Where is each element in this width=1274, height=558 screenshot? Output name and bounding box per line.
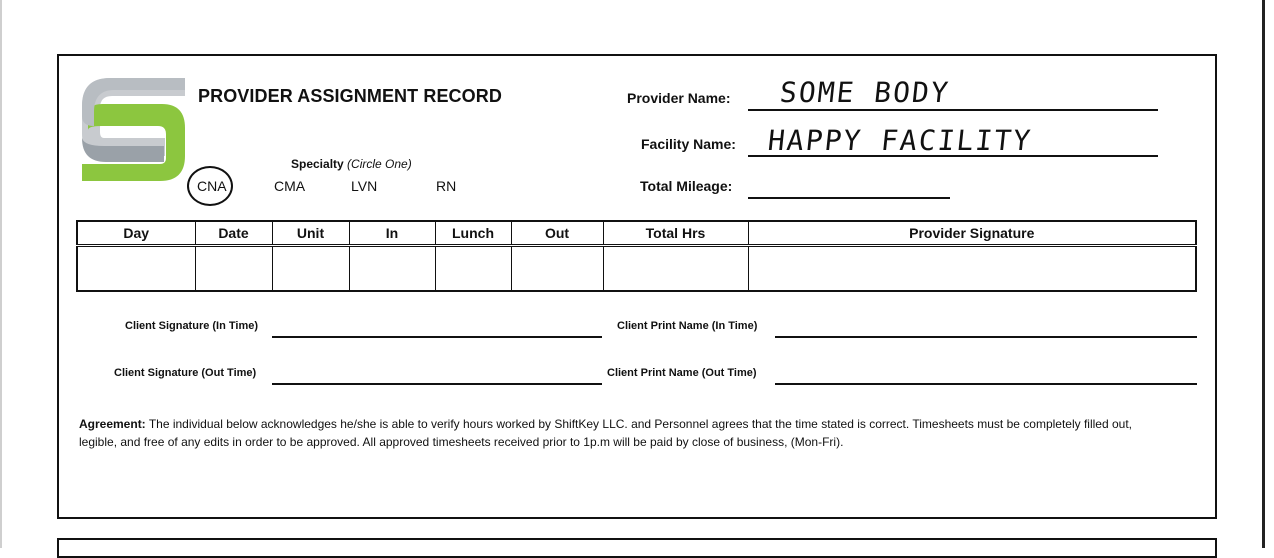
provider-name-label: Provider Name: <box>627 90 731 106</box>
provider-name-line <box>748 109 1158 111</box>
client-print-in-line[interactable] <box>775 336 1197 338</box>
total-mileage-line <box>748 197 950 199</box>
cell-provider-signature[interactable] <box>748 246 1196 292</box>
client-print-out-line[interactable] <box>775 383 1197 385</box>
column-in: In <box>349 221 435 246</box>
cell-date[interactable] <box>195 246 272 292</box>
table-header-row <box>77 221 1196 246</box>
provider-name-value[interactable]: SOME BODY <box>778 76 952 109</box>
specialty-option-cna[interactable]: CNA <box>197 178 227 194</box>
total-mileage-label: Total Mileage: <box>640 178 733 194</box>
cell-in[interactable] <box>349 246 435 292</box>
next-form-box <box>57 538 1217 558</box>
s-logo-icon <box>80 76 188 184</box>
column-day: Day <box>77 221 195 246</box>
cell-total-hrs[interactable] <box>603 246 748 292</box>
table-row <box>77 246 1196 292</box>
cell-out[interactable] <box>511 246 603 292</box>
specialty-label: Specialty (Circle One) <box>291 157 412 171</box>
cell-unit[interactable] <box>272 246 349 292</box>
agreement-paragraph <box>79 415 1169 451</box>
form-title: PROVIDER ASSIGNMENT RECORD <box>198 86 502 106</box>
specialty-option-cma[interactable]: CMA <box>274 178 306 194</box>
column-out: Out <box>511 221 603 246</box>
agreement-label: Agreement: <box>79 417 146 431</box>
client-signature-in-line[interactable] <box>272 336 602 338</box>
column-provider-signature: Provider Signature <box>748 221 1196 246</box>
page-edge-left <box>0 0 2 548</box>
page-edge-right <box>1262 0 1265 548</box>
facility-name-line <box>748 155 1158 157</box>
column-date: Date <box>195 221 272 246</box>
agreement-text: The individual below acknowledges he/she is able to verify hours worked by ShiftKey LLC. and Personnel agrees that the time stated is correct. Timesheets must be completely filled out, legible, and free of any edits in order to be approved. All approved timesheets received prior to 1p.m will be paid by close of business, (Mon-Fri). <box>79 417 1132 449</box>
cell-lunch[interactable] <box>435 246 511 292</box>
column-lunch: Lunch <box>435 221 511 246</box>
specialty-option-rn[interactable]: RN <box>436 178 457 194</box>
client-print-in-label: Client Print Name (In Time) <box>617 320 758 332</box>
column-unit: Unit <box>272 221 349 246</box>
column-total-hrs: Total Hrs <box>603 221 748 246</box>
client-signature-out-line[interactable] <box>272 383 602 385</box>
client-signature-out-label: Client Signature (Out Time) <box>114 367 257 379</box>
client-print-out-label: Client Print Name (Out Time) <box>607 367 757 379</box>
facility-name-label: Facility Name: <box>641 136 736 152</box>
specialty-hint: (Circle One) <box>347 157 412 171</box>
cell-day[interactable] <box>77 246 195 292</box>
time-log-table <box>76 220 1197 292</box>
facility-name-value[interactable]: HAPPY FACILITY <box>766 124 1034 157</box>
specialty-option-lvn[interactable]: LVN <box>351 178 378 194</box>
client-signature-in-label: Client Signature (In Time) <box>125 320 259 332</box>
